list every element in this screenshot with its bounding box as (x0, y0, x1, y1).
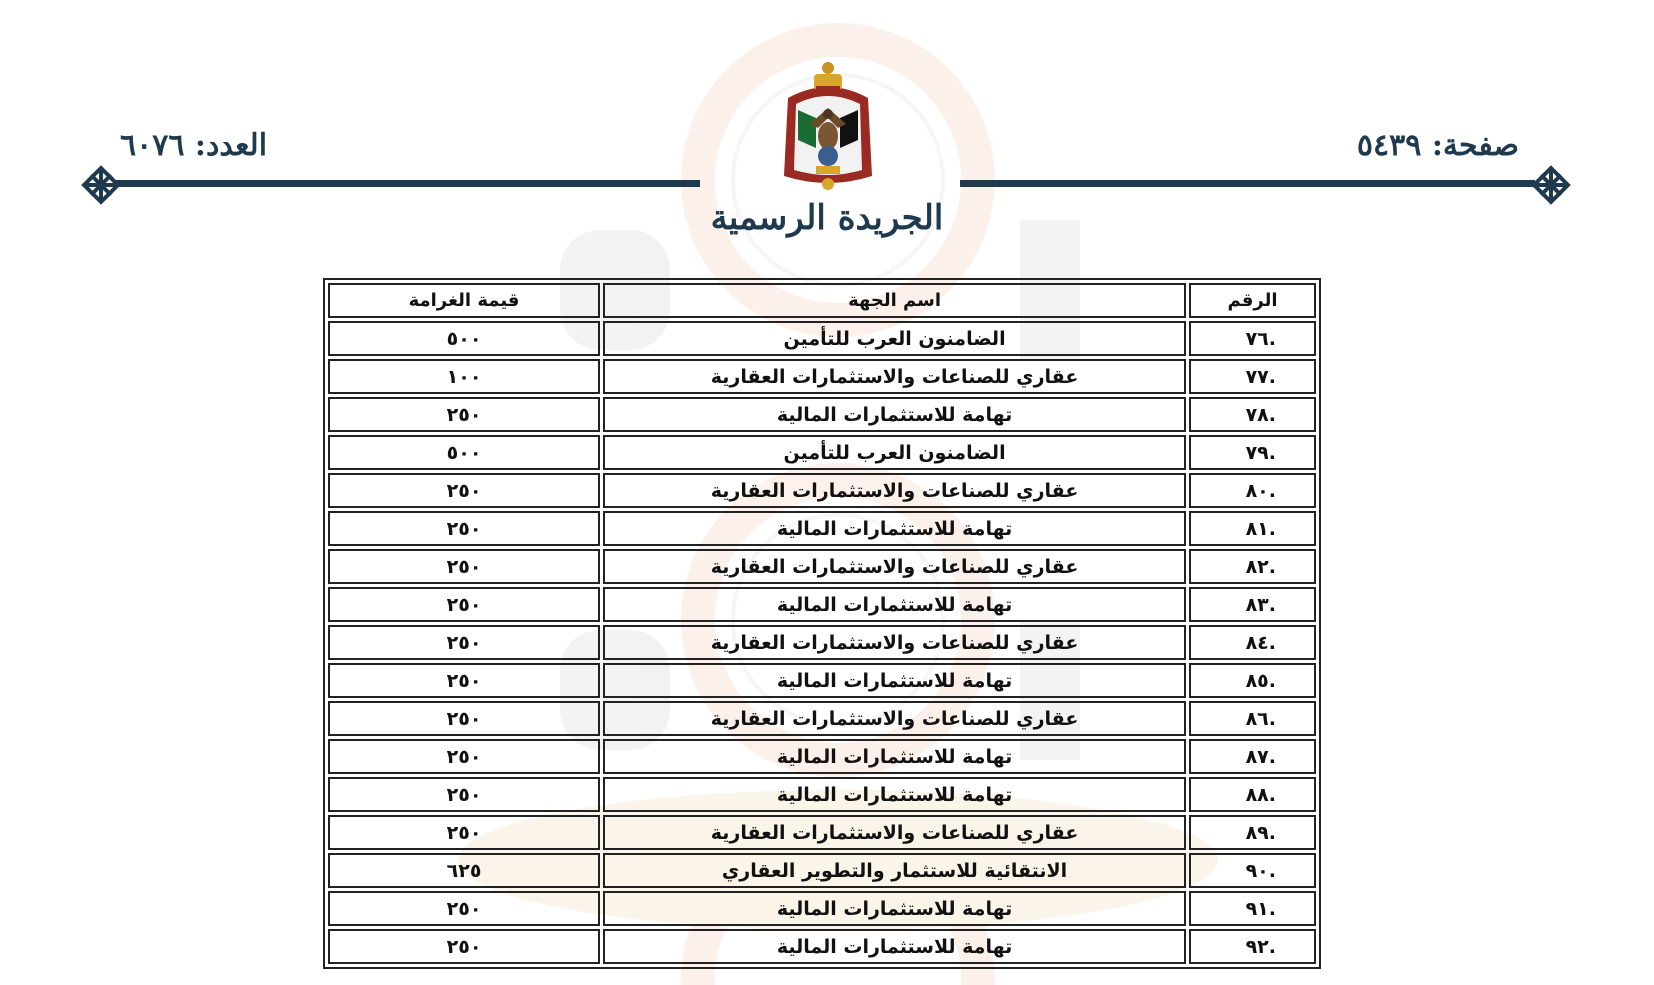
page-number: صفحة: ٥٤٣٩ (1356, 128, 1519, 163)
jordan-coat-of-arms-icon (776, 58, 880, 196)
table-row (328, 815, 1316, 850)
fine-amount-cell: ٢٥٠ (328, 511, 600, 546)
table-row (328, 777, 1316, 812)
fine-amount-cell: ٦٢٥ (328, 853, 600, 888)
fine-amount-cell: ٢٥٠ (328, 739, 600, 774)
header-rule-right (960, 180, 1535, 187)
entity-name-cell: عقاري للصناعات والاستثمارات العقارية (603, 473, 1186, 508)
row-number-cell: .٨٩ (1189, 815, 1316, 850)
row-number-cell: .٨١ (1189, 511, 1316, 546)
fine-amount-cell: ٢٥٠ (328, 625, 600, 660)
table-row (328, 397, 1316, 432)
entity-name-cell: عقاري للصناعات والاستثمارات العقارية (603, 815, 1186, 850)
table-row (328, 435, 1316, 470)
table-row (328, 929, 1316, 964)
row-number-cell: .٧٨ (1189, 397, 1316, 432)
row-number-cell: .٩٠ (1189, 853, 1316, 888)
entity-name-cell: الانتقائية للاستثمار والتطوير العقاري (603, 853, 1186, 888)
entity-name-cell: تهامة للاستثمارات المالية (603, 929, 1186, 964)
table-row (328, 891, 1316, 926)
table-row (328, 321, 1316, 356)
table-row (328, 549, 1316, 584)
table-row (328, 473, 1316, 508)
column-header-entity-name: اسم الجهة (603, 283, 1186, 318)
issue-number: العدد: ٦٠٧٦ (120, 128, 268, 163)
table-row (328, 739, 1316, 774)
entity-name-cell: الضامنون العرب للتأمين (603, 321, 1186, 356)
column-header-fine-amount: قيمة الغرامة (328, 283, 600, 318)
entity-name-cell: تهامة للاستثمارات المالية (603, 663, 1186, 698)
fine-amount-cell: ٢٥٠ (328, 549, 600, 584)
fine-amount-cell: ٢٥٠ (328, 815, 600, 850)
row-number-cell: .٨٢ (1189, 549, 1316, 584)
fine-amount-cell: ٢٥٠ (328, 587, 600, 622)
entity-name-cell: الضامنون العرب للتأمين (603, 435, 1186, 470)
row-number-cell: .٨٦ (1189, 701, 1316, 736)
row-number-cell: .٧٦ (1189, 321, 1316, 356)
row-number-cell: .٨٧ (1189, 739, 1316, 774)
fine-amount-cell: ٢٥٠ (328, 929, 600, 964)
entity-name-cell: تهامة للاستثمارات المالية (603, 777, 1186, 812)
row-number-cell: .٨٤ (1189, 625, 1316, 660)
entity-name-cell: تهامة للاستثمارات المالية (603, 397, 1186, 432)
fine-amount-cell: ٥٠٠ (328, 435, 600, 470)
column-header-number: الرقم (1189, 283, 1316, 318)
table-row (328, 511, 1316, 546)
header-rule-left (115, 180, 700, 187)
entity-name-cell: عقاري للصناعات والاستثمارات العقارية (603, 625, 1186, 660)
table-header-row (328, 283, 1316, 318)
table-row (328, 701, 1316, 736)
entity-name-cell: عقاري للصناعات والاستثمارات العقارية (603, 359, 1186, 394)
table-body (328, 321, 1316, 964)
row-number-cell: .٨٨ (1189, 777, 1316, 812)
fine-amount-cell: ٥٠٠ (328, 321, 600, 356)
fine-amount-cell: ٢٥٠ (328, 397, 600, 432)
fine-amount-cell: ٢٥٠ (328, 701, 600, 736)
table-row (328, 359, 1316, 394)
table-row (328, 663, 1316, 698)
fines-table (323, 278, 1321, 969)
row-number-cell: .٩٢ (1189, 929, 1316, 964)
entity-name-cell: تهامة للاستثمارات المالية (603, 511, 1186, 546)
row-number-cell: .٧٧ (1189, 359, 1316, 394)
gazette-title: الجريدة الرسمية (710, 198, 944, 238)
row-number-cell: .٩١ (1189, 891, 1316, 926)
entity-name-cell: عقاري للصناعات والاستثمارات العقارية (603, 549, 1186, 584)
row-number-cell: .٨٠ (1189, 473, 1316, 508)
entity-name-cell: عقاري للصناعات والاستثمارات العقارية (603, 701, 1186, 736)
entity-name-cell: تهامة للاستثمارات المالية (603, 739, 1186, 774)
fine-amount-cell: ٢٥٠ (328, 891, 600, 926)
row-number-cell: .٧٩ (1189, 435, 1316, 470)
row-number-cell: .٨٥ (1189, 663, 1316, 698)
table-row (328, 587, 1316, 622)
row-number-cell: .٨٣ (1189, 587, 1316, 622)
fine-amount-cell: ٢٥٠ (328, 663, 600, 698)
fine-amount-cell: ٢٥٠ (328, 473, 600, 508)
entity-name-cell: تهامة للاستثمارات المالية (603, 891, 1186, 926)
fine-amount-cell: ١٠٠ (328, 359, 600, 394)
table-row (328, 625, 1316, 660)
entity-name-cell: تهامة للاستثمارات المالية (603, 587, 1186, 622)
table-row (328, 853, 1316, 888)
fine-amount-cell: ٢٥٠ (328, 777, 600, 812)
